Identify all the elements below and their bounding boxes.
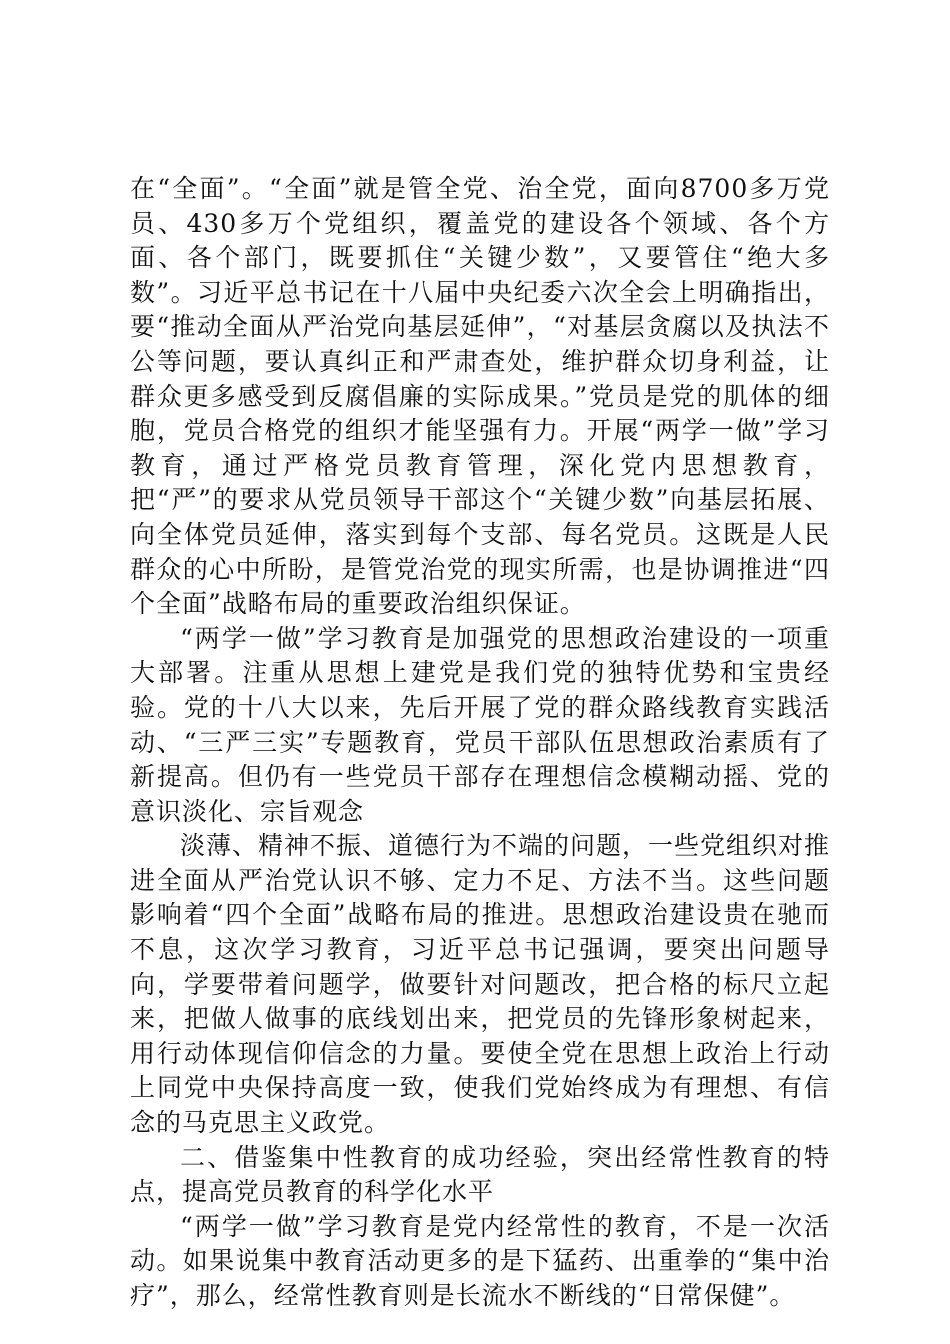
document-body bbox=[130, 172, 830, 1314]
paragraph-continued: 在“全面”。“全面”就是管全党、治全党，面向8700多万党员、430多万个党组织，覆盖党的建设各个领域、各个方面、各个部门，既要抓住“关键少数”，又要管住“绝大多数”。习近平总书记在十八届中央纪委六次全会上明确指出，要“推动全面从严治党向基层延伸”，“对基层贪腐以及执法不公等问题，要认真纠正和严肃查处，维护群众切身利益，让群众更多感受到反腐倡廉的实际成果。”党员是党的肌体的细胞，党员合格党的组织才能坚强有力。开展“两学一做”学习教育，通过严格党员教育管理，深化党内思想教育，把“严”的要求从党员领导干部这个“关键少数”向基层拓展、向全体党员延伸，落实到每个支部、每名党员。这既是人民群众的心中所盼，是管党治党的现实所需，也是协调推进“四个全面”战略布局的重要政治组织保证。 bbox=[130, 174, 830, 619]
section-heading: 二、借鉴集中性教育的成功经验，突出经常性教育的特点，提高党员教育的科学化水平 bbox=[130, 1142, 830, 1207]
paragraph: “两学一做”学习教育是党内经常性的教育，不是一次活动。如果说集中教育活动更多的是下猛药、出重拳的“集中治疗”，那么，经常性教育则是长流水不断线的“日常保健”。 bbox=[130, 1211, 830, 1310]
paragraph: “两学一做”学习教育是加强党的思想政治建设的一项重大部署。注重从思想上建党是我们党的独特优势和宝贵经验。党的十八大以来，先后开展了党的群众路线教育实践活动、“三严三实”专题教育，党员干部队伍思想政治素质有了新提高。但仍有一些党员干部存在理想信念模糊动摇、党的意识淡化、宗旨观念 bbox=[130, 623, 830, 826]
paragraph: 淡薄、精神不振、道德行为不端的问题，一些党组织对推进全面从严治党认识不够、定力不足、方法不当。这些问题影响着“四个全面”战略布局的推进。思想政治建设贵在驰而不息，这次学习教育，习近平总书记强调，要突出问题导向，学要带着问题学，做要针对问题改，把合格的标尺立起来，把做人做事的底线划出来，把党员的先锋形象树起来，用行动体现信仰信念的力量。要使全党在思想上政治上行动上同党中央保持高度一致，使我们党始终成为有理想、有信念的马克思主义政党。 bbox=[130, 831, 831, 1138]
